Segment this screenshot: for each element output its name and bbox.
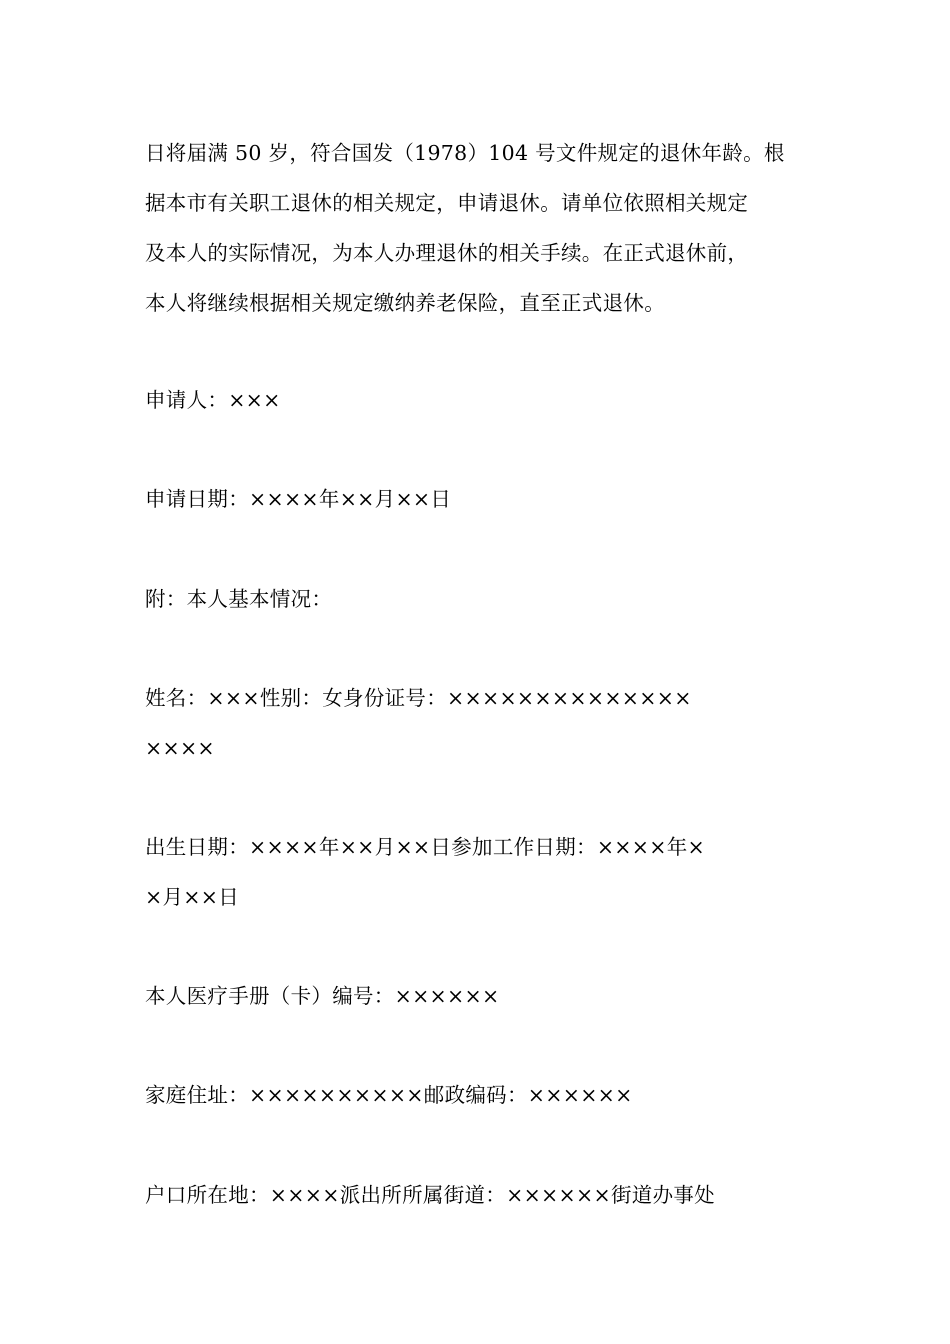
household-line: 户口所在地：××××派出所所属街道：××××××街道办事处 [145, 1183, 715, 1207]
birth-info-paragraph [145, 822, 805, 922]
name-info-line-1: 姓名：×××性别：女身份证号：×××××××××××××× [145, 686, 692, 710]
birth-info-line-2: ×月××日 [145, 885, 240, 909]
address-line: 家庭住址：××××××××××邮政编码：×××××× [145, 1083, 633, 1107]
body-paragraph [145, 128, 805, 328]
appendix-title: 附：本人基本情况： [145, 587, 333, 611]
apply-date-line: 申请日期：××××年××月××日 [145, 487, 452, 511]
medical-card-line: 本人医疗手册（卡）编号：×××××× [145, 984, 500, 1008]
body-line-1: 日将届满 50 岁，符合国发（1978）104 号文件规定的退休年龄。根 [145, 141, 785, 165]
body-line-2: 据本市有关职工退休的相关规定，申请退休。请单位依照相关规定 [145, 191, 749, 215]
name-info-line-2: ×××× [145, 736, 215, 760]
applicant-line: 申请人：××× [145, 388, 281, 412]
body-line-3: 及本人的实际情况，为本人办理退休的相关手续。在正式退休前， [145, 241, 749, 265]
birth-info-line-1: 出生日期：××××年××月××日参加工作日期：××××年× [145, 835, 705, 859]
body-line-4: 本人将继续根据相关规定缴纳养老保险，直至正式退休。 [145, 291, 665, 315]
name-info-paragraph [145, 673, 805, 773]
